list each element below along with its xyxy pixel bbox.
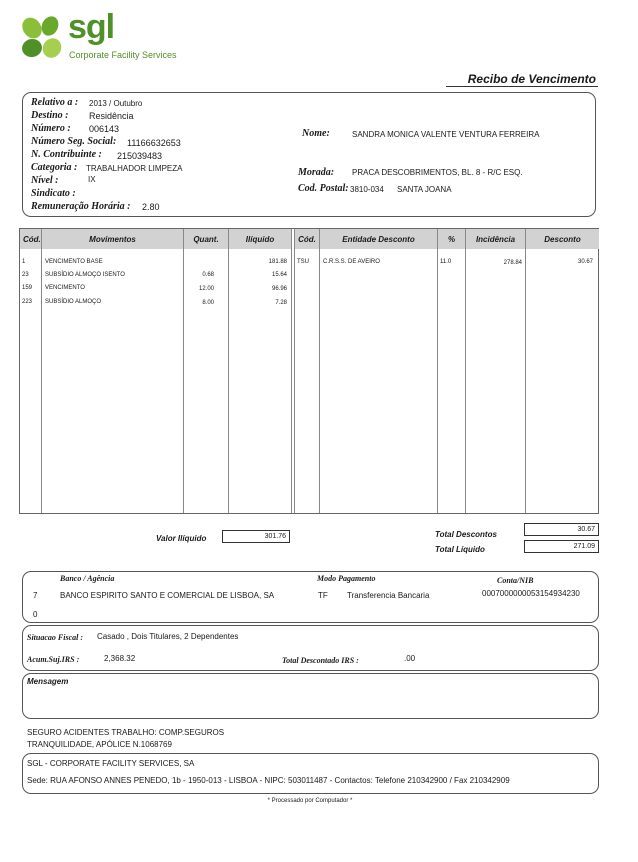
sgl-leaf-icon <box>16 12 76 64</box>
mov-quant: 8.00 <box>202 300 214 306</box>
modo-pagamento-value: Transferencia Bancaria <box>347 591 430 600</box>
situacao-fiscal-value: Casado , Dois Titulares, 2 Dependentes <box>97 632 239 641</box>
header-cod: Cód. <box>23 235 41 244</box>
modo-cod: TF <box>318 591 328 600</box>
col-divider <box>183 229 184 513</box>
seg-social-value: 11166632653 <box>127 138 181 148</box>
mensagem-label: Mensagem <box>27 677 69 686</box>
contribuinte-value: 215039483 <box>117 151 163 161</box>
header-pct: % <box>447 235 456 244</box>
remuneracao-value: 2.80 <box>142 202 160 212</box>
numero-value: 006143 <box>89 124 120 134</box>
situacao-fiscal-label: Situacao Fiscal : <box>27 633 84 642</box>
banco-name: BANCO ESPIRITO SANTO E COMERCIAL DE LISBOA, SA <box>60 591 275 600</box>
col-divider <box>465 229 466 513</box>
header-movimentos: Movimentos <box>89 235 136 244</box>
mov-desc: VENCIMENTO BASE <box>45 259 103 265</box>
mov-valor: 15.64 <box>271 272 287 278</box>
desc-valor: 30.67 <box>577 259 593 265</box>
contribuinte-label: N. Contribuinte : <box>31 149 102 160</box>
morada-value: PRACA DESCOBRIMENTOS, BL. 8 - R/C ESQ. <box>352 168 523 177</box>
col-divider <box>437 229 438 513</box>
mov-valor: 96.96 <box>271 286 287 292</box>
mov-quant: 0.68 <box>202 272 214 278</box>
header-iliquido: Ilíquido <box>245 235 275 244</box>
nivel-label: Nível : <box>31 175 59 186</box>
logo-tagline: Corporate Facility Services <box>69 50 177 60</box>
categoria-value: TRABALHADOR LIMPEZA <box>86 164 183 173</box>
header-cod2: Cód. <box>298 235 316 244</box>
total-descontos-value: 30.67 <box>524 523 599 536</box>
modo-pagamento-label: Modo Pagamento <box>317 574 376 583</box>
col-divider <box>319 229 320 513</box>
numero-label: Número : <box>31 123 71 134</box>
movements-table <box>19 228 599 514</box>
header-entidade: Entidade Desconto <box>342 235 415 244</box>
remuneracao-label: Remuneração Horária : <box>31 201 131 212</box>
conta-label: Conta/NIB <box>497 576 534 585</box>
mov-cod: 23 <box>22 272 29 278</box>
logo-brand: sgl <box>68 8 115 46</box>
header-incidencia: Incidência <box>475 235 516 244</box>
company-address: Sede: RUA AFONSO ANNES PENEDO, 1b - 1950-013 - LISBOA - NIPC: 503011487 - Contactos: Telefone 210342900 / Fax 210342909 <box>27 776 510 785</box>
header-desconto: Desconto <box>544 235 581 244</box>
mov-valor: 7.28 <box>275 300 287 306</box>
company-logo <box>16 8 186 64</box>
processed-note: * Processado por Computador * <box>267 798 353 804</box>
nivel-value: IX <box>88 175 96 184</box>
destino-label: Destino : <box>31 110 69 121</box>
nome-value: SANDRA MONICA VALENTE VENTURA FERREIRA <box>352 130 540 139</box>
valor-iliquido-label: Valor Ilíquido <box>156 534 207 543</box>
sindicato-label: Sindicato : <box>31 188 76 199</box>
mov-quant: 12.00 <box>198 286 214 292</box>
seguro-line-2: TRANQUILIDADE, APÓLICE N.1068769 <box>27 740 172 749</box>
seguro-line-1: SEGURO ACIDENTES TRABALHO: COMP.SEGUROS <box>27 728 225 737</box>
mov-valor: 181.88 <box>268 259 287 265</box>
desc-entidade: C.R.S.S. DE AVEIRO <box>323 259 380 265</box>
destino-value: Residência <box>89 111 134 121</box>
relativo-value: 2013 / Outubro <box>89 99 143 108</box>
desc-cod: TSU <box>297 259 309 265</box>
company-name: SGL - CORPORATE FACILITY SERVICES, SA <box>27 759 195 768</box>
acum-suj-irs-label: Acum.Suj.IRS : <box>27 655 80 664</box>
total-descontado-irs-label: Total Descontado IRS : <box>282 656 359 665</box>
desc-pct: 11.0 <box>440 259 452 265</box>
total-liquido-value: 271.09 <box>524 540 599 553</box>
morada-label: Morada: <box>298 167 335 178</box>
relativo-label: Relativo a : <box>31 97 79 108</box>
col-divider <box>228 229 229 513</box>
categoria-label: Categoria : <box>31 162 78 173</box>
seg-social-label: Número Seg. Social: <box>31 136 117 147</box>
acum-suj-irs-value: 2,368.32 <box>104 654 136 663</box>
conta-value: 0007000000053154934230 <box>482 589 580 598</box>
message-box <box>22 673 599 719</box>
total-descontado-irs-value: .00 <box>404 654 416 663</box>
title-underline <box>446 86 598 87</box>
mov-cod: 159 <box>22 285 33 291</box>
banco-label: Banco / Agência <box>60 574 115 583</box>
desc-incidencia: 278.84 <box>503 260 522 266</box>
nome-label: Nome: <box>302 128 330 139</box>
mov-desc: SUBSÍDIO ALMOÇO <box>45 299 102 305</box>
total-descontos-label: Total Descontos <box>435 530 497 539</box>
col-divider <box>525 229 526 513</box>
total-liquido-label: Total Líquido <box>435 545 485 554</box>
agencia-value: 0 <box>33 610 38 619</box>
receipt-title: Recibo de Vencimento <box>467 72 596 86</box>
codpostal-value: 3810-034 <box>350 185 384 194</box>
col-divider <box>41 229 42 513</box>
col-divider <box>294 229 295 513</box>
mov-desc: VENCIMENTO <box>45 285 85 291</box>
mov-cod: 1 <box>22 259 26 265</box>
valor-iliquido-value: 301.76 <box>222 530 290 543</box>
mov-cod: 223 <box>22 299 33 305</box>
col-divider <box>291 229 292 513</box>
header-quant: Quant. <box>193 235 219 244</box>
mov-desc: SUBSÍDIO ALMOÇO ISENTO <box>45 272 125 278</box>
codpostal-label: Cod. Postal: <box>298 183 349 194</box>
localidade-value: SANTA JOANA <box>397 185 452 194</box>
banco-cod: 7 <box>33 591 38 600</box>
